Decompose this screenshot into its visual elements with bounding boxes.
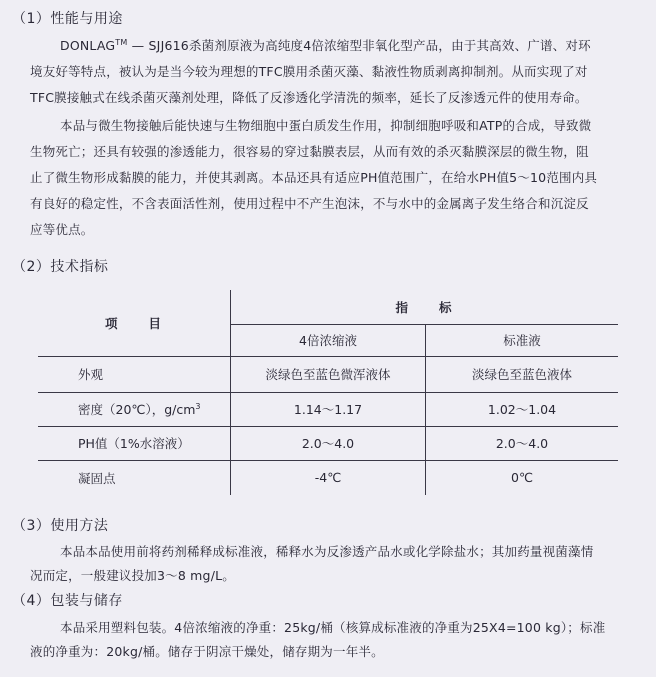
row-value-standard: 1.02～1.04 — [426, 392, 619, 426]
row-value-standard: 2.0～4.0 — [426, 426, 619, 460]
mechanism-line-5: 应等优点。 — [30, 222, 94, 237]
section-heading-usage: （3）使用方法 — [12, 518, 109, 534]
row-label: 凝固点 — [38, 460, 231, 495]
density-unit-exponent: 3 — [195, 401, 201, 411]
mechanism-line-3: 止了微生物形成黏膜的能力，并使其剥离。本品还具有适应PH值范围广，在给水PH值5～10范围内具 — [30, 170, 598, 185]
mechanism-line-2: 生物死亡；还具有较强的渗透能力，很容易的穿过黏膜表层，从而有效的杀灭黏膜深层的微生物，阻 — [30, 144, 589, 159]
brand-name: DONLAG — [60, 38, 116, 53]
mechanism-line-1: 本品与微生物接触后能快速与生物细胞中蛋白质发生作用，抑制细胞呼吸和ATP的合成，导致微 — [60, 118, 592, 133]
row-label: 外观 — [38, 356, 231, 392]
table-row-density — [38, 392, 618, 426]
row-value-concentrate: 1.14～1.17 — [231, 392, 426, 426]
table-col-concentrate: 4倍浓缩液 — [231, 324, 426, 356]
intro-line-1-text: — SJJ616杀菌剂原液为高纯度4倍浓缩型非氧化型产品，由于其高效、广谱、对环 — [127, 38, 591, 53]
spec-table — [38, 290, 618, 495]
section-heading-properties: （1）性能与用途 — [12, 11, 123, 27]
row-value-concentrate: 2.0～4.0 — [231, 426, 426, 460]
table-col-standard: 标准液 — [426, 324, 619, 356]
mechanism-line-4: 有良好的稳定性，不含表面活性剂，使用过程中不产生泡沫，不与水中的金属离子发生络合和沉淀反 — [30, 196, 589, 211]
table-row-appearance — [38, 356, 618, 392]
density-label-text: 密度（20℃），g/cm — [78, 402, 196, 417]
row-value-concentrate: -4℃ — [231, 460, 426, 495]
usage-line-2: 况而定，一般建议投加3～8 mg/L。 — [30, 568, 235, 583]
section-heading-specs: （2）技术指标 — [12, 259, 109, 275]
intro-line-1 — [60, 34, 591, 58]
storage-line-1: 本品采用塑料包装。4倍浓缩液的净重：25kg/桶（核算成标准液的净重为25X4=100 kg）；标准 — [60, 620, 606, 635]
row-value-standard: 淡绿色至蓝色液体 — [426, 356, 619, 392]
row-value-standard: 0℃ — [511, 470, 533, 486]
trademark-mark: TM — [115, 37, 128, 47]
row-label: PH值（1%水溶液） — [38, 426, 231, 460]
intro-line-3: TFC膜接触式在线杀菌灭藻剂处理，降低了反渗透化学清洗的频率，延长了反渗透元件的使用寿命。 — [30, 90, 588, 105]
table-header-spec: 指 标 — [231, 290, 619, 324]
section-heading-storage: （4）包装与储存 — [12, 593, 123, 609]
usage-line-1: 本品本品使用前将药剂稀释成标准液，稀释水为反渗透产品水或化学除盐水；其加药量视菌藻情 — [60, 544, 594, 559]
storage-line-2: 液的净重为：20kg/桶。储存于阴凉干燥处，储存期为一年半。 — [30, 644, 384, 659]
table-row-ph — [38, 426, 618, 460]
row-value-concentrate: 淡绿色至蓝色微浑液体 — [231, 356, 426, 392]
table-header-item: 项 目 — [38, 290, 231, 356]
table-row-freezing-point — [38, 460, 618, 495]
intro-line-2: 境友好等特点，被认为是当今较为理想的TFC膜用杀菌灭藻、黏液性物质剥离抑制剂。从而实现了对 — [30, 64, 588, 79]
row-label — [38, 392, 231, 426]
